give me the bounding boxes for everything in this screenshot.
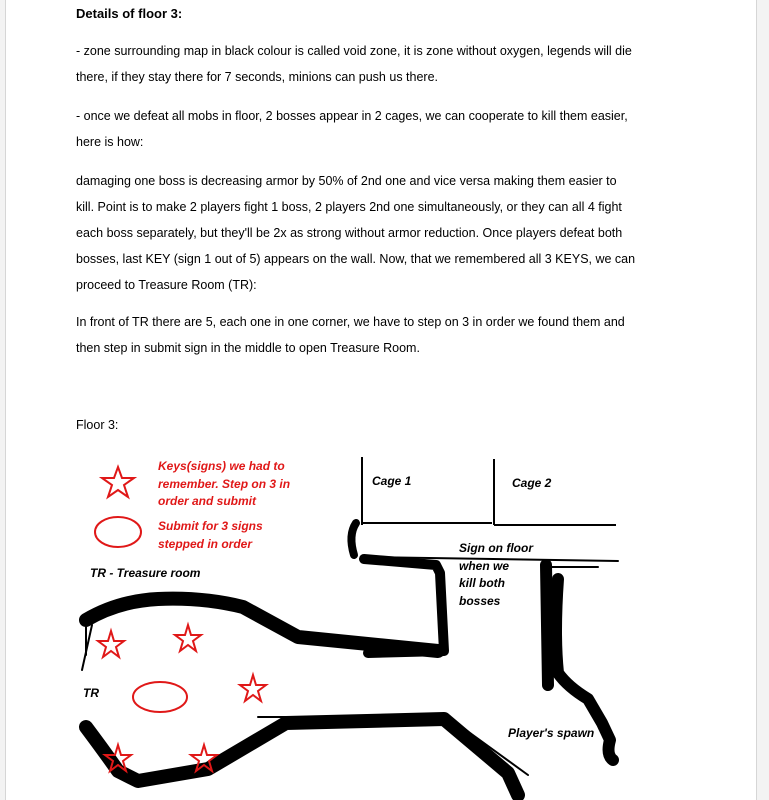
floor-label: Floor 3:: [76, 418, 119, 432]
legend-star-icon: [102, 467, 134, 497]
star-icon-2: [175, 625, 201, 651]
paragraph-armor: damaging one boss is decreasing armor by 50% of 2nd one and vice versa making them easier to kill. Point is to make 2 players fight 1 boss, 2 players 2nd one simultaneously, or they can all 4 fight each boss separately, but they'll be 2x as strong without armor reduction. Once players defeat both bosses, last KEY (sign 1 out of 5) appears on the wall. Now, that we remembered all 3 KEYS, we can proceed to Treasure Room (TR):: [76, 174, 636, 292]
paragraph-void-zone: - zone surrounding map in black colour is called void zone, it is zone without oxygen, legends will die there, if they stay there for 7 seconds, minions can push us there.: [76, 44, 632, 84]
cages-outline: [362, 457, 616, 525]
void-zone-walls: [82, 523, 618, 795]
legend-submit-label: Submit for 3 signs stepped in order: [158, 519, 263, 551]
treasure-room-legend: TR - Treasure room: [90, 566, 201, 580]
cage-1-label: Cage 1: [372, 474, 412, 488]
sign-on-floor-label: Sign on floor when we kill both bosses: [459, 541, 533, 608]
star-icon-1: [98, 631, 124, 657]
submit-ellipse-icon: [133, 682, 187, 712]
document-page: [5, 0, 757, 800]
cage-2-label: Cage 2: [512, 476, 552, 490]
tr-label: TR: [83, 686, 99, 700]
floor-map-diagram: [78, 455, 620, 800]
floor-heading: Details of floor 3:: [76, 6, 183, 21]
players-spawn-label: Player's spawn: [508, 726, 595, 740]
paragraph-treasure-room: In front of TR there are 5, each one in one corner, we have to step on 3 in order we found them and then step in submit sign in the middle to open Treasure Room.: [76, 315, 625, 355]
legend-keys-label: Keys(signs) we had to remember. Step on 3 in order and submit: [158, 459, 291, 508]
paragraph-bosses: - once we defeat all mobs in floor, 2 bosses appear in 2 cages, we can cooperate to kill them easier, here is how:: [76, 109, 628, 149]
star-icon-3: [240, 675, 266, 701]
legend-submit-ellipse-icon: [95, 517, 141, 547]
